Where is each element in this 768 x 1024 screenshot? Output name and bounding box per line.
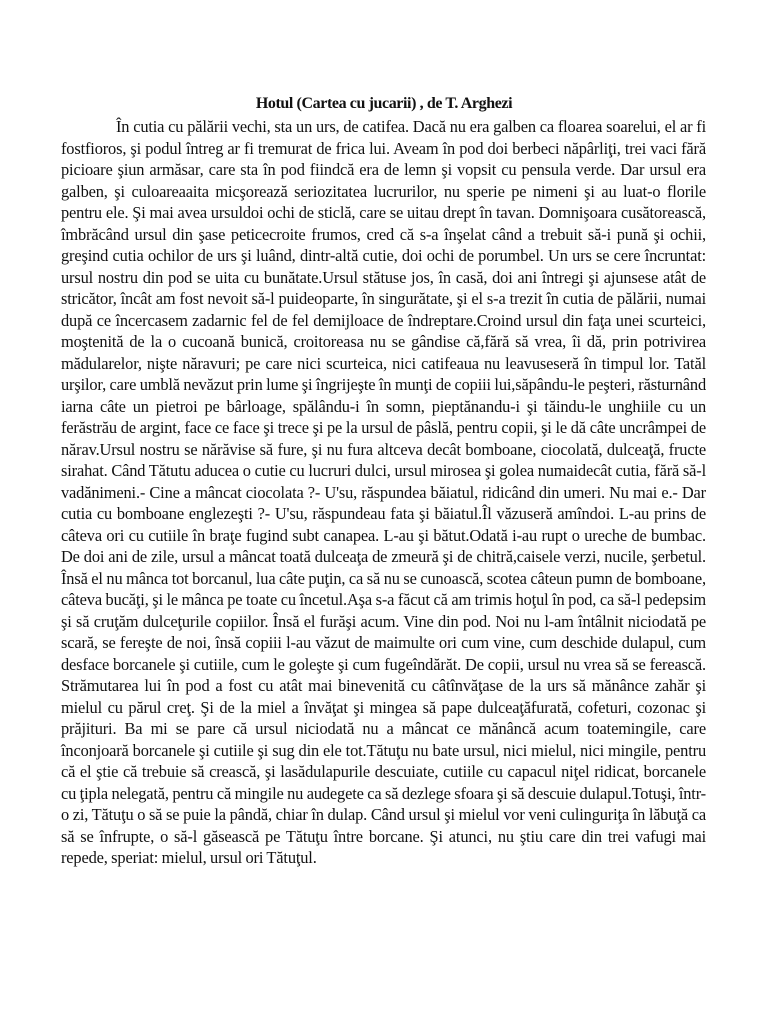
document-body-paragraph: În cutia cu pălării vechi, sta un urs, de catifea. Dacă nu era galben ca floarea soarelui, el ar fi fostfioros, şi podul întreg ar fi tremurat de frica lui. Aveam în pod doi berbeci năpârliţi, trei vaci fără picioare şiun armăsar, care sta în pod fiindcă era de lemn şi vopsit cu pensula verde. Dar ursul era galben, şi culoareaaita micşorează seriozitatea lucrurilor, nu sperie pe nimeni şi au luat-o florile pentru ele. Şi mai avea ursuldoi ochi de sticlă, care se uitau drept în tavan. Domnişoara cusătorească, îmbrăcând ursul din şase peticecroite frumos, cred că s-a înşelat când a trebuit să-i pună şi ochii, greşind cutia ochilor de urs şi luând, dintr-altă cutie, doi ochi de porumbel. Un urs se cere încruntat: ursul nostru din pod se uita cu bunătate.Ursul stătuse jos, în casă, doi ani întregi şi ajunsese atât de stricător, încât am fost nevoit să-l puideoparte, în singurătate, şi el s-a trezit în cutia de pălării, numai după ce încercasem zadarnic fel de fel demijloace de îndreptare.Croind ursul din faţa unei scurteici, moştenită de la o cucoană bunică, croitoreasa nu se gândise că,fără să vrea, îi dă, prin potrivirea mădularelor, nişte năravuri; pe care nici scurteica, nici catifeaua nu leavuseseră în timpul lor. Tatăl urşilor, care umblă nevăzut prin lume şi îngrijeşte în munţi de copiii lui,săpându-le peşteri, răsturnând iarna câte un pietroi pe bârloage, spălându-i în somn, pieptănandu-i şi tăindu-le unghiile cu un ferăstrău de argint, face ce face şi trece şi pe la ursul de pâslă, pentru copii, şi le dă câte uncrâmpei de nărav.Ursul nostru se nărăvise să fure, şi nu fura altceva decât bomboane, ciocolată, dulceaţă, fructe sirahat. Când Tătutu aducea o cutie cu lucruri dulci, ursul mirosea şi golea numaidecât cutia, fără să-l vadănimeni.- Cine a mâncat ciocolata ?- U'su, răspundea băiatul, ridicând din umeri. Nu mai e.- Dar cutia cu bomboane englezeşti ?- U'su, răspundeau fata şi băiatul.Îl văzuseră amîndoi. L-au prins de câteva ori cu cutiile în braţe fugind subt canapea. L-au şi bătut.Odată i-au rupt o ureche de bumbac. De doi ani de zile, ursul a mâncat toată dulceaţa de zmeură şi de chitră,caisele verzi, nucile, şerbetul. Însă el nu mânca tot borcanul, lua câte puţin, ca să nu se cunoască, scotea câteun pumn de bomboane, câteva bucăţi, şi le mânca pe toate cu încetul.Aşa s-a făcut că am trimis hoţul în pod, ca să-l pedepsim şi să cruţăm dulceţurile copiilor. Însă el furăşi acum. Vine din pod. Noi nu l-am întâlnit niciodată pe scară, se fereşte de noi, însă copiii l-au văzut de maimulte ori cum vine, cum deschide dulapul, cum desface borcanele şi cutiile, cum le goleşte şi cum fugeîndărăt. De copii, ursul nu vrea să se ferească. Strămutarea lui în pod a fost cu atât mai binevenită cu câtînvăţase de la urs să mănânce zahăr şi mielul cu părul creţ. Şi de la miel a învăţat şi mingea să pape dulceaţăfurată, cofeturi, cozonac şi prăjituri. Ba mi se pare că ursul niciodată nu a mâncat ce mănâncă acum toatemingile, care înconjoară borcanele şi cutiile şi sug din ele tot.Tătuţu nu bate ursul, nici mielul, nici mingile, pentru că el ştie că trebuie să crească, şi lasădulapurile descuiate, cutiile cu capacul niţel ridicat, borcanele cu ţipla nelegată, pentru că mingile nu audegete ca să dezlege sfoara şi să descuie dulapul.Totuşi, într-o zi, Tătuţu o să se puie la pândă, chiar în dulap. Când ursul şi mielul vor veni culinguriţa în lăbuţă ca să se înfrupte, o să-l găsească pe Tătuţu între borcane. Şi atunci, nu ştiu care din trei vafugi mai repede, speriat: mielul, ursul ori Tătuţul. bbox=[61, 117, 706, 867]
document-title: Hotul (Cartea cu jucarii) , de T. Arghezi bbox=[255, 95, 513, 112]
